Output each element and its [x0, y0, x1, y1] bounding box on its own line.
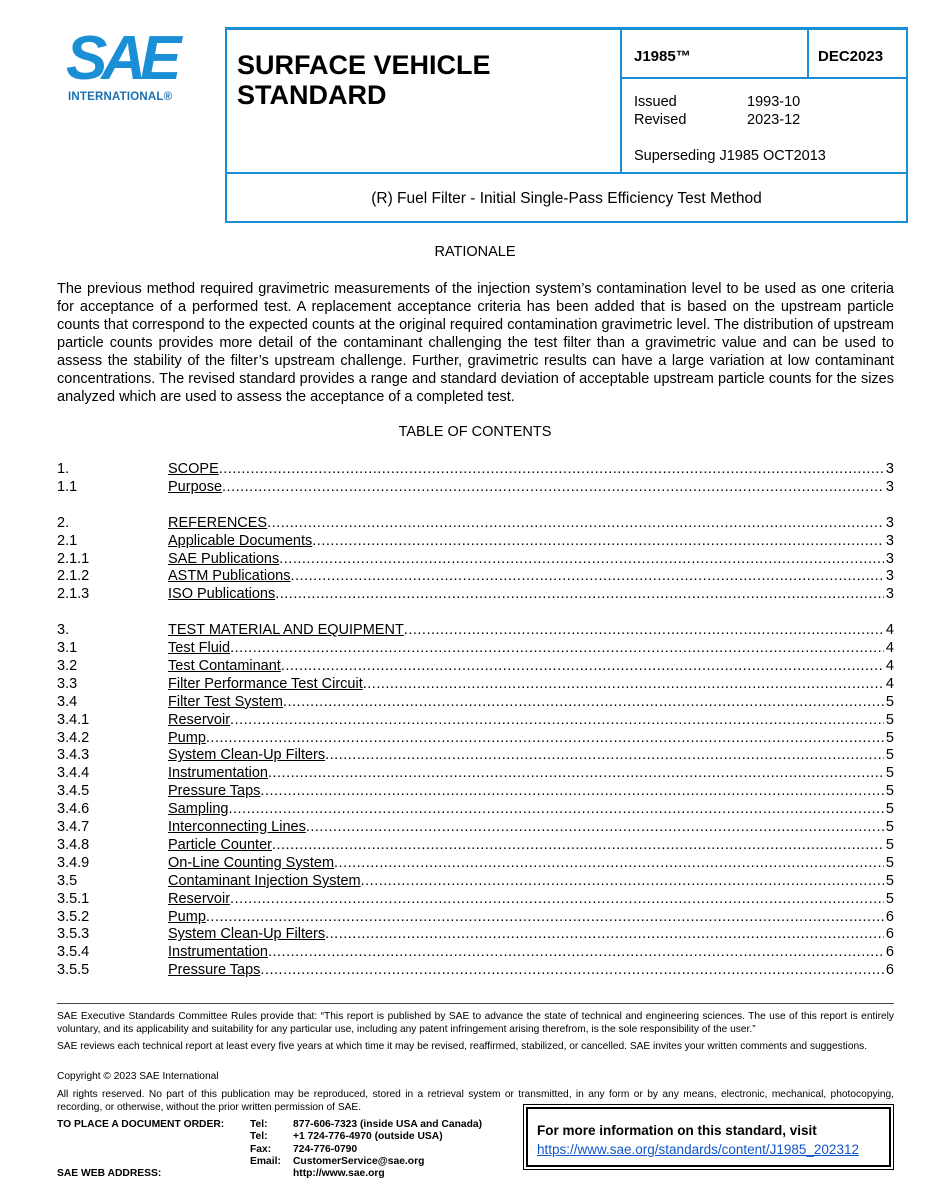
toc-leader-dots	[222, 478, 884, 496]
toc-entry-link[interactable]	[168, 782, 894, 800]
toc-entry-link[interactable]	[168, 621, 894, 639]
toc-leader-dots	[268, 943, 884, 961]
document-number-cell	[622, 30, 809, 79]
toc-entry-title: ISO Publications	[168, 586, 276, 603]
toc-entry-page: 5	[885, 801, 894, 818]
toc-entry-link[interactable]	[168, 567, 894, 585]
toc-entry-title: TEST MATERIAL AND EQUIPMENT	[168, 622, 404, 639]
toc-entry	[57, 550, 894, 568]
toc-entry-page: 3	[885, 550, 894, 567]
committee-rules-text: SAE Executive Standards Committee Rules provide that: “This report is published by SAE to advance the state of technical and engineering sciences. The use of this report is entirely voluntary, and its applicability and suitability for any particular use, including any patent infringement arising therefrom, is the sole responsibility of the user.”	[57, 1011, 894, 1035]
toc-entry-title: Particle Counter	[168, 836, 272, 853]
toc-entry-number: 3.5.1	[57, 890, 90, 907]
toc-entry	[57, 478, 894, 496]
toc-entry	[57, 675, 894, 693]
toc-entry-link[interactable]	[168, 460, 894, 478]
issued-label: Issued	[634, 94, 677, 110]
toc-entry	[57, 746, 894, 764]
toc-entry-link[interactable]	[168, 764, 894, 782]
toc-entry-title: Instrumentation	[168, 765, 268, 782]
toc-entry-number: 3.1	[57, 640, 78, 656]
toc-entry-number: 2.1.3	[57, 586, 90, 603]
sae-logo	[66, 24, 194, 106]
toc-entry	[57, 782, 894, 800]
toc-entry	[57, 567, 894, 585]
document-type-title: SURFACE VEHICLE STANDARD	[237, 50, 491, 110]
toc-entry	[57, 943, 894, 961]
toc-leader-dots	[361, 872, 884, 890]
tel2-label: Tel:	[250, 1131, 268, 1142]
toc-entry-page: 5	[885, 872, 894, 889]
rationale-text: The previous method required gravimetric measurements of the injection system’s contamination level to be used as one criteria for acceptance of a performed test. A replacement acceptance criteria has been added that is based on the upstream particle counts that correspond to the expected counts at the original required contamination gravimetric level. The distribution of upstream particle counts provides more detail of the contaminant challenging the test filter than a gravimetric value and can be used to assess the stability of the filter’s upstream challenge. Further, gravimetric results can have a large variation at low contaminant concentrations. The revised standard provides a range and standard deviation of acceptable upstream particle counts for the sizes analyzed which are used to assess the acceptance of a completed test.	[57, 281, 894, 405]
toc-leader-dots	[267, 514, 884, 532]
title-cell	[227, 30, 622, 172]
toc-entry-link[interactable]	[168, 890, 894, 908]
toc-entry-page: 4	[885, 675, 894, 692]
toc-entry-number: 3.5.5	[57, 962, 90, 979]
document-number: J1985™	[634, 48, 691, 65]
toc-entry-title: ASTM Publications	[168, 568, 291, 585]
toc-entry-link[interactable]	[168, 514, 894, 532]
toc-entry	[57, 729, 894, 747]
tel-value: 877-606-7323 (inside USA and Canada)	[293, 1119, 483, 1130]
toc-entry-link[interactable]	[168, 925, 894, 943]
toc-leader-dots	[363, 675, 884, 693]
toc-entry-page: 3	[885, 478, 894, 495]
toc-entry-link[interactable]	[168, 800, 894, 818]
toc-entry-link[interactable]	[168, 729, 894, 747]
toc-leader-dots	[325, 925, 884, 943]
toc-entry-link[interactable]	[168, 711, 894, 729]
toc-leader-dots	[281, 657, 884, 675]
toc-entry	[57, 460, 894, 478]
toc-entry-number: 2.1.2	[57, 568, 90, 585]
toc-entry-link[interactable]	[168, 693, 894, 711]
toc-entry	[57, 585, 894, 603]
subtitle-cell	[227, 172, 906, 222]
toc-entry-page: 3	[885, 586, 894, 603]
toc-entry-link[interactable]	[168, 908, 894, 926]
toc-leader-dots	[291, 567, 884, 585]
toc-entry	[57, 818, 894, 836]
toc-entry-title: Contaminant Injection System	[168, 872, 361, 889]
toc-entry-number: 1.	[57, 461, 70, 477]
toc-entry	[57, 693, 894, 711]
toc-entry-page: 3	[885, 461, 894, 477]
toc-entry	[57, 532, 894, 550]
tel-label: Tel:	[250, 1119, 268, 1130]
toc-entry-page: 5	[885, 765, 894, 782]
issue-dates	[634, 93, 800, 129]
web-address-link[interactable]: http://www.sae.org	[293, 1168, 385, 1179]
toc-entry-title: Pressure Taps	[168, 962, 261, 979]
toc-entry-number: 3.5	[57, 872, 78, 889]
toc-entry-title: Instrumentation	[168, 944, 268, 961]
toc-entry-title: System Clean-Up Filters	[168, 926, 326, 943]
toc-entry	[57, 908, 894, 926]
more-info-box	[526, 1107, 891, 1167]
footer-divider	[57, 1003, 894, 1004]
toc-entry-title: Reservoir	[168, 890, 231, 907]
toc-leader-dots	[206, 908, 884, 926]
toc-entry-number: 3.4.2	[57, 729, 90, 746]
superseding-note: Superseding J1985 OCT2013	[634, 148, 826, 164]
toc-entry-link[interactable]	[168, 657, 894, 675]
toc-entry	[57, 621, 894, 639]
toc-entry-link[interactable]	[168, 836, 894, 854]
toc-entry-page: 5	[885, 836, 894, 853]
toc-entry-page: 6	[885, 908, 894, 925]
toc-entry-number: 3.4.5	[57, 783, 90, 800]
document-subtitle: (R) Fuel Filter - Initial Single-Pass Efficiency Test Method	[371, 190, 762, 207]
toc-leader-dots	[230, 711, 884, 729]
toc-entry-number: 3.4.9	[57, 854, 90, 871]
toc-entry	[57, 961, 894, 979]
toc-leader-dots	[306, 818, 884, 836]
toc-leader-dots	[272, 836, 884, 854]
toc-entry-title: Test Contaminant	[168, 657, 281, 674]
toc-entry-page: 4	[885, 622, 894, 639]
toc-entry-title: Test Fluid	[168, 640, 231, 656]
toc-entry-number: 3.	[57, 622, 70, 639]
toc-entry-number: 2.	[57, 514, 70, 531]
toc-entry-number: 2.1.1	[57, 550, 90, 567]
order-label: TO PLACE A DOCUMENT ORDER:	[57, 1119, 225, 1130]
toc-leader-dots	[283, 693, 884, 711]
toc-entry-title: Applicable Documents	[168, 532, 313, 549]
toc-entry-title: Sampling	[168, 801, 229, 818]
toc-entry	[57, 925, 894, 943]
toc-entry	[57, 657, 894, 675]
toc-entry-page: 5	[885, 711, 894, 728]
toc-leader-dots	[230, 890, 884, 908]
toc-entry	[57, 764, 894, 782]
rationale-heading: RATIONALE	[434, 244, 516, 260]
toc-entry-number: 3.4.8	[57, 836, 90, 853]
standard-url-link[interactable]: https://www.sae.org/standards/content/J1985_202312	[537, 1142, 859, 1157]
toc-leader-dots	[219, 460, 884, 478]
toc-entry-link[interactable]	[168, 585, 894, 603]
toc-entry	[57, 514, 894, 532]
revised-label: Revised	[634, 112, 687, 128]
toc-entry-number: 3.5.3	[57, 926, 90, 943]
toc-entry-number: 1.1	[57, 478, 78, 495]
toc-leader-dots	[260, 961, 884, 979]
email-value[interactable]: CustomerService@sae.org	[293, 1156, 425, 1167]
toc-leader-dots	[404, 621, 884, 639]
issued-value: 1993-10	[747, 94, 801, 110]
toc-entry-number: 3.5.4	[57, 944, 90, 961]
web-address-label: SAE WEB ADDRESS:	[57, 1168, 162, 1179]
toc-leader-dots	[268, 764, 884, 782]
toc-entry-page: 5	[885, 819, 894, 835]
toc-entry-number: 3.3	[57, 675, 78, 692]
toc-entry-number: 3.4.7	[57, 819, 90, 835]
logo-subtitle: INTERNATIONAL®	[68, 91, 173, 103]
toc-entry-link[interactable]	[168, 872, 894, 890]
fax-label: Fax:	[250, 1143, 272, 1155]
rights-text: All rights reserved. No part of this publication may be reproduced, stored in a retrieval system or transmitted, in any form or by any means, electronic, mechanical, photocopying, recording, or otherwise, without the prior written permission of SAE.	[57, 1089, 894, 1113]
toc-entry-title: SAE Publications	[168, 550, 280, 567]
logo-letters: SAE	[66, 24, 176, 93]
toc-entry	[57, 854, 894, 872]
toc-leader-dots	[334, 854, 884, 872]
toc-leader-dots	[279, 550, 884, 568]
toc-entry-number: 3.2	[57, 657, 78, 674]
toc-entry-title: System Clean-Up Filters	[168, 747, 326, 764]
toc-entry	[57, 711, 894, 729]
toc-entry	[57, 800, 894, 818]
toc-entry	[57, 639, 894, 657]
toc-entry-page: 4	[885, 640, 894, 656]
toc-entry-page: 5	[885, 729, 894, 746]
toc-entry-link[interactable]	[168, 943, 894, 961]
revised-value: 2023-12	[747, 112, 801, 128]
toc-entry-page: 6	[885, 944, 894, 961]
toc-leader-dots	[275, 585, 884, 603]
toc-entry-link[interactable]	[168, 639, 894, 657]
toc-leader-dots	[325, 746, 884, 764]
more-info-heading: For more information on this standard, visit	[537, 1123, 817, 1138]
toc-entry-number: 3.5.2	[57, 908, 90, 925]
toc-entry-page: 5	[885, 890, 894, 907]
document-date-cell	[809, 30, 906, 79]
toc-leader-dots	[312, 532, 884, 550]
toc-entry	[57, 872, 894, 890]
toc-entry-title: Pressure Taps	[168, 783, 261, 800]
toc-leader-dots	[260, 782, 884, 800]
email-label: Email:	[250, 1156, 281, 1167]
toc-entry-page: 6	[885, 926, 894, 943]
review-text: SAE reviews each technical report at least every five years at which time it may be revised, reaffirmed, stabilized, or cancelled. SAE invites your written comments and suggestions.	[57, 1041, 868, 1052]
toc-entry-link[interactable]	[168, 675, 894, 693]
toc-entry-title: Pump	[168, 908, 206, 925]
toc-entry-link[interactable]	[168, 854, 894, 872]
document-header	[225, 27, 908, 223]
toc-entry-link[interactable]	[168, 746, 894, 764]
toc-entry-title: Purpose	[168, 478, 223, 495]
toc-entry-title: SCOPE	[168, 461, 219, 477]
toc-entry-page: 6	[885, 962, 894, 979]
toc-entry-title: On-Line Counting System	[168, 854, 335, 871]
document-date: DEC2023	[818, 48, 884, 65]
toc-entry-link[interactable]	[168, 961, 894, 979]
toc-entry	[57, 836, 894, 854]
toc-entry-number: 3.4.1	[57, 711, 90, 728]
toc-entry-page: 5	[885, 747, 894, 764]
tel2-value: +1 724-776-4970 (outside USA)	[293, 1131, 443, 1142]
toc-entry-page: 5	[885, 854, 894, 871]
toc-entry-title: Reservoir	[168, 711, 231, 728]
toc-entry-page: 3	[885, 568, 894, 585]
toc-entry-link[interactable]	[168, 532, 894, 550]
toc-entry-link[interactable]	[168, 550, 894, 568]
toc-entry-number: 3.4.3	[57, 747, 90, 764]
toc-entry-page: 3	[885, 532, 894, 549]
toc-entry-title: Filter Performance Test Circuit	[168, 675, 363, 692]
copyright-text: Copyright © 2023 SAE International	[57, 1071, 219, 1082]
toc-entry-title: Filter Test System	[168, 693, 283, 710]
toc-entry-title: REFERENCES	[168, 514, 268, 531]
toc-entry-link[interactable]	[168, 818, 894, 836]
toc-heading: TABLE OF CONTENTS	[398, 424, 552, 440]
fax-value: 724-776-0790	[293, 1143, 358, 1155]
toc-entry-page: 4	[885, 657, 894, 674]
toc-entry-page: 3	[885, 514, 894, 531]
toc-entry	[57, 890, 894, 908]
toc-entry-number: 3.4.4	[57, 765, 90, 782]
toc-entry-page: 5	[885, 693, 894, 710]
toc-leader-dots	[230, 639, 884, 657]
toc-entry-title: Interconnecting Lines	[168, 819, 306, 835]
toc-entry-number: 3.4	[57, 693, 78, 710]
toc-leader-dots	[228, 800, 883, 818]
toc-entry-link[interactable]	[168, 478, 894, 496]
toc-entry-page: 5	[885, 783, 894, 800]
toc-entry-number: 2.1	[57, 532, 78, 549]
toc-leader-dots	[206, 729, 884, 747]
toc-entry-number: 3.4.6	[57, 801, 90, 818]
toc-entry-title: Pump	[168, 729, 206, 746]
